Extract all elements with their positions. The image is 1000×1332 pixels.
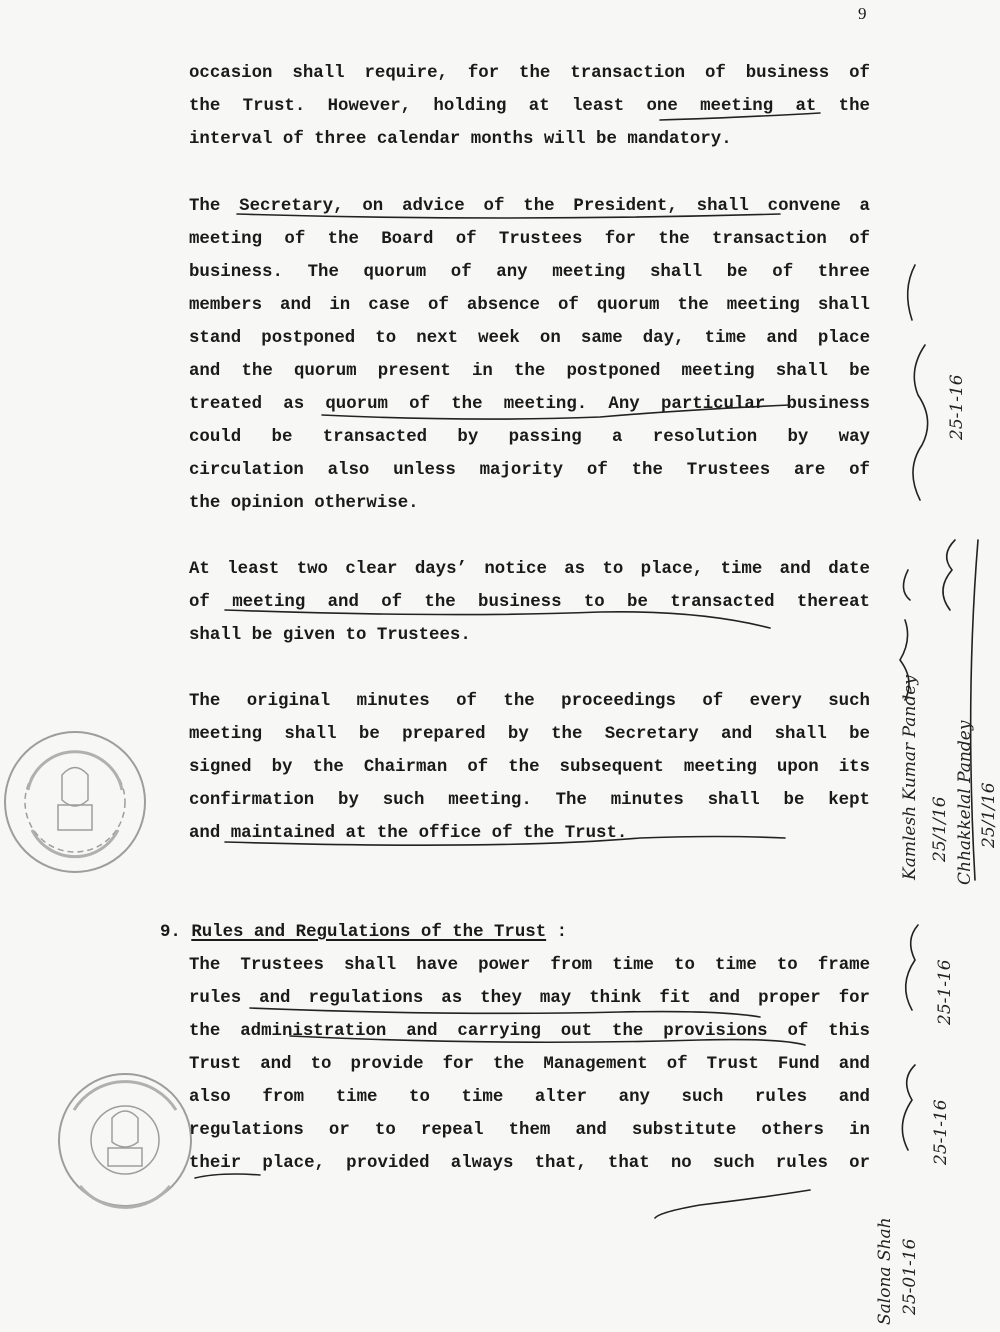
signature-date: 25-1-16 <box>935 959 955 1025</box>
text-line: business. The quorum of any meeting shall be of three <box>189 263 870 282</box>
page-number: 9 <box>858 4 867 23</box>
text-line: the administration and carrying out the provisions of this <box>189 1022 870 1041</box>
signature-date: 25-1-16 <box>947 374 967 440</box>
signature-date: 25/1/16 <box>930 796 950 862</box>
text-line: regulations or to repeal them and substitute others in <box>189 1121 870 1140</box>
seal-stamp <box>59 1074 191 1207</box>
margin-bracket <box>908 265 915 320</box>
signature-chhakkelal <box>955 720 999 885</box>
signature-date-block <box>930 796 950 863</box>
margin-bracket <box>971 540 978 880</box>
text-line: shall be given to Trustees. <box>189 626 471 645</box>
text-line: At least two clear days’ notice as to place, time and date <box>189 560 870 579</box>
seal-stamp <box>5 732 145 872</box>
margin-bracket <box>903 570 910 600</box>
signature-date: 25-1-16 <box>931 1099 951 1165</box>
text-line: rules and regulations as they may think fit and proper for <box>189 989 870 1008</box>
text-line: treated as quorum of the meeting. Any particular business <box>189 395 870 414</box>
signature-kamlesh <box>900 675 920 881</box>
text-line: the Trust. However, holding at least one meeting at the <box>189 97 870 116</box>
section-heading <box>160 918 567 948</box>
signature-salona-shah <box>875 1217 920 1325</box>
text-line: of meeting and of the business to be transacted thereat <box>189 593 870 612</box>
section-number: 9. <box>160 923 181 942</box>
text-line: and maintained at the office of the Trust. <box>189 824 628 843</box>
signature-name: Salona Shah <box>875 1217 895 1325</box>
text-line: their place, provided always that, that no such rules or <box>189 1154 870 1173</box>
text-line: members and in case of absence of quorum the meeting shall <box>189 296 870 315</box>
signature-hindi-4 <box>902 1065 951 1166</box>
signature-date: 25-01-16 <box>900 1238 920 1315</box>
text-line: and the quorum present in the postponed meeting shall be <box>189 362 870 381</box>
text-line: meeting shall be prepared by the Secretary and shall be <box>189 725 870 744</box>
paragraph-notice <box>189 553 870 652</box>
section-title: Rules and Regulations of the Trust <box>191 923 547 942</box>
text-line: meeting of the Board of Trustees for the transaction of <box>189 230 870 249</box>
text-line: could be transacted by passing a resolution by way <box>189 428 870 447</box>
text-line: confirmation by such meeting. The minutes shall be kept <box>189 791 870 810</box>
paragraph-meetings-interval <box>189 57 870 156</box>
text-line: occasion shall require, for the transaction of business of <box>189 64 870 83</box>
signature-name: Kamlesh Kumar Pandey <box>900 675 920 880</box>
text-line: The Secretary, on advice of the President, shall convene a <box>189 197 870 216</box>
text-line: Trust and to provide for the Management of Trust Fund and <box>189 1055 870 1074</box>
text-line: The original minutes of the proceedings of every such <box>189 692 870 711</box>
signature-hindi-3 <box>906 925 955 1026</box>
section-title-suffix: : <box>546 923 568 942</box>
signature-hindi-2 <box>900 540 955 700</box>
paragraph-minutes <box>189 685 870 850</box>
text-line: The Trustees shall have power from time to time to frame <box>189 956 870 975</box>
signature-hindi-1 <box>913 345 967 500</box>
text-line: stand postponed to next week on same day, time and place <box>189 329 870 348</box>
text-line: the opinion otherwise. <box>189 494 419 513</box>
paragraph-rules-regulations <box>189 949 870 1180</box>
text-line: interval of three calendar months will be mandatory. <box>189 130 732 149</box>
text-line: also from time to time alter any such rules and <box>189 1088 870 1107</box>
text-line: circulation also unless majority of the Trustees are of <box>189 461 870 480</box>
signature-name: Chhakkelal Pandey <box>955 720 975 885</box>
paragraph-quorum <box>189 190 870 520</box>
text-line: signed by the Chairman of the subsequent meeting upon its <box>189 758 870 777</box>
pen-underline <box>655 1190 810 1218</box>
signature-date: 25/1/16 <box>979 782 999 848</box>
